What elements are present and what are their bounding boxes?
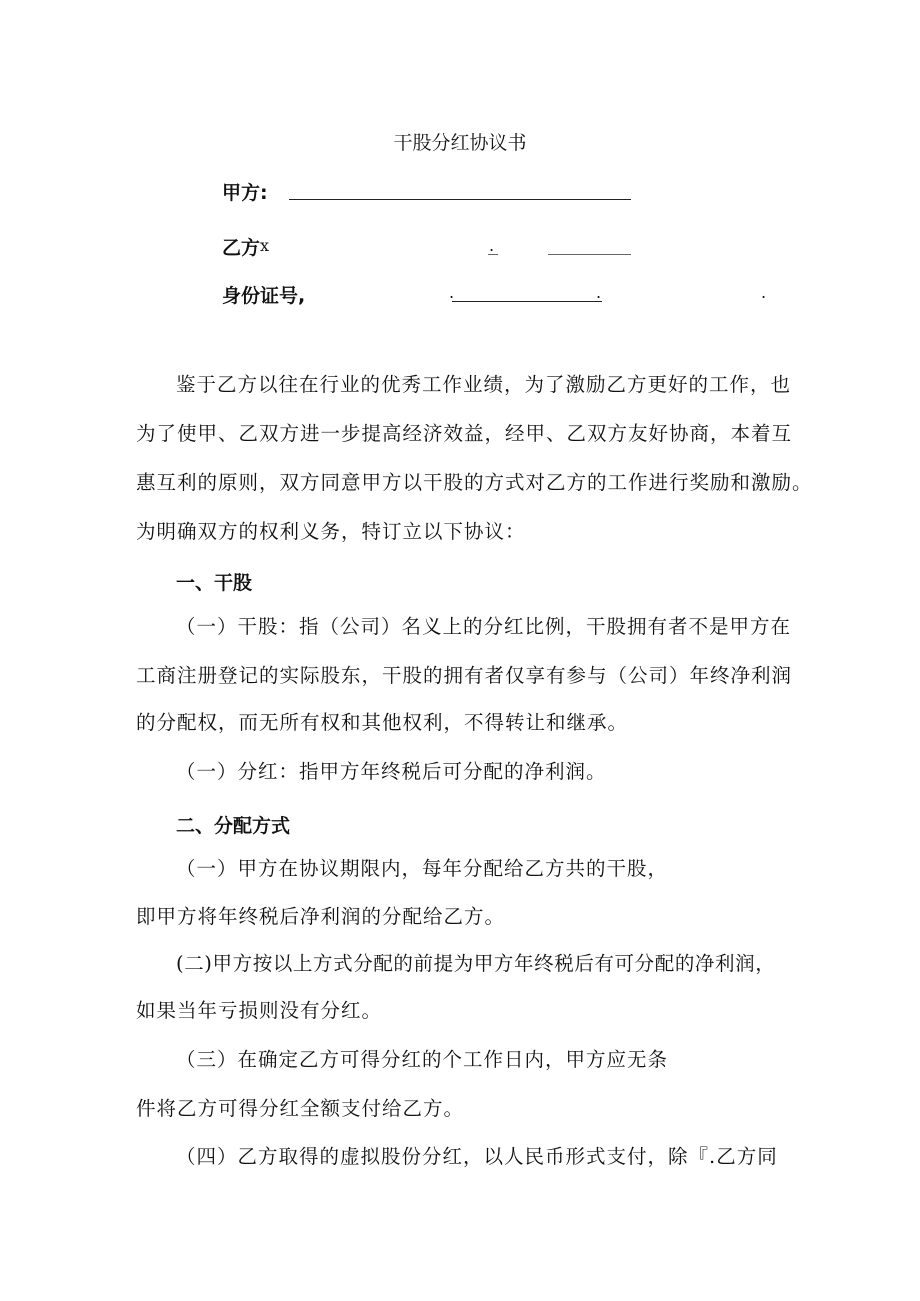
section-1-p2: （一）分红：指甲方年终税后可分配的净利润。 xyxy=(176,760,607,783)
section-2-p1-line-1: （一）甲方在协议期限内，每年分配给乙方共的干股， xyxy=(176,857,669,880)
party-b-short-line xyxy=(488,254,498,255)
section-2-heading: 二、分配方式 xyxy=(176,815,291,837)
section-2-p3-line-1: （三）在确定乙方可得分红的个工作日内，甲方应无条 xyxy=(176,1048,669,1071)
section-2-p2-line-2: 如果当年亏损则没有分红。 xyxy=(136,999,383,1022)
section-2-p2-line-1: (二)甲方按以上方式分配的前提为甲方年终税后有可分配的净利润， xyxy=(176,952,776,975)
document-title: 干股分红协议书 xyxy=(393,132,527,154)
party-b-mark: x xyxy=(260,236,270,255)
intro-line-3: 惠互利的原则，双方同意甲方以干股的方式对乙方的工作进行奖励和激励。 xyxy=(136,471,813,494)
party-b-dot: . xyxy=(489,236,495,255)
section-1-p1-line-3: 的分配权，而无所有权和其他权利，不得转让和继承。 xyxy=(136,711,629,734)
id-blank-line xyxy=(452,301,602,302)
intro-line-2: 为了使甲、乙双方进一步提高经济效益，经甲、乙双方友好协商，本着互 xyxy=(136,422,793,445)
party-a-label: 甲方: xyxy=(222,182,268,204)
party-b-blank-line xyxy=(548,254,631,255)
id-dot-2: . xyxy=(596,283,602,302)
section-2-p3-line-2: 件将乙方可得分红全额支付给乙方。 xyxy=(136,1097,465,1120)
section-2-p4-line-1: （四）乙方取得的虚拟股份分红，以人民币形式支付，除『.乙方同 xyxy=(176,1145,778,1168)
id-number-label: 身份证号, xyxy=(222,285,306,307)
section-1-p1-line-2: 工商注册登记的实际股东，干股的拥有者仅享有参与（公司）年终净利润 xyxy=(136,664,793,687)
id-dot-1: . xyxy=(449,283,455,302)
intro-line-1: 鉴于乙方以往在行业的优秀工作业绩，为了激励乙方更好的工作，也 xyxy=(176,373,792,396)
section-1-heading: 一、干股 xyxy=(176,572,253,594)
party-b-label: 乙方 xyxy=(222,237,261,259)
intro-line-4: 为明确双方的权利义务，特订立以下协议： xyxy=(136,520,526,543)
party-a-blank-line xyxy=(289,199,631,200)
section-2-p1-line-2: 即甲方将年终税后净利润的分配给乙方。 xyxy=(136,905,506,928)
section-1-p1-line-1: （一）干股：指（公司）名义上的分红比例，干股拥有者不是甲方在 xyxy=(176,615,792,638)
id-dot-3: . xyxy=(761,283,767,302)
